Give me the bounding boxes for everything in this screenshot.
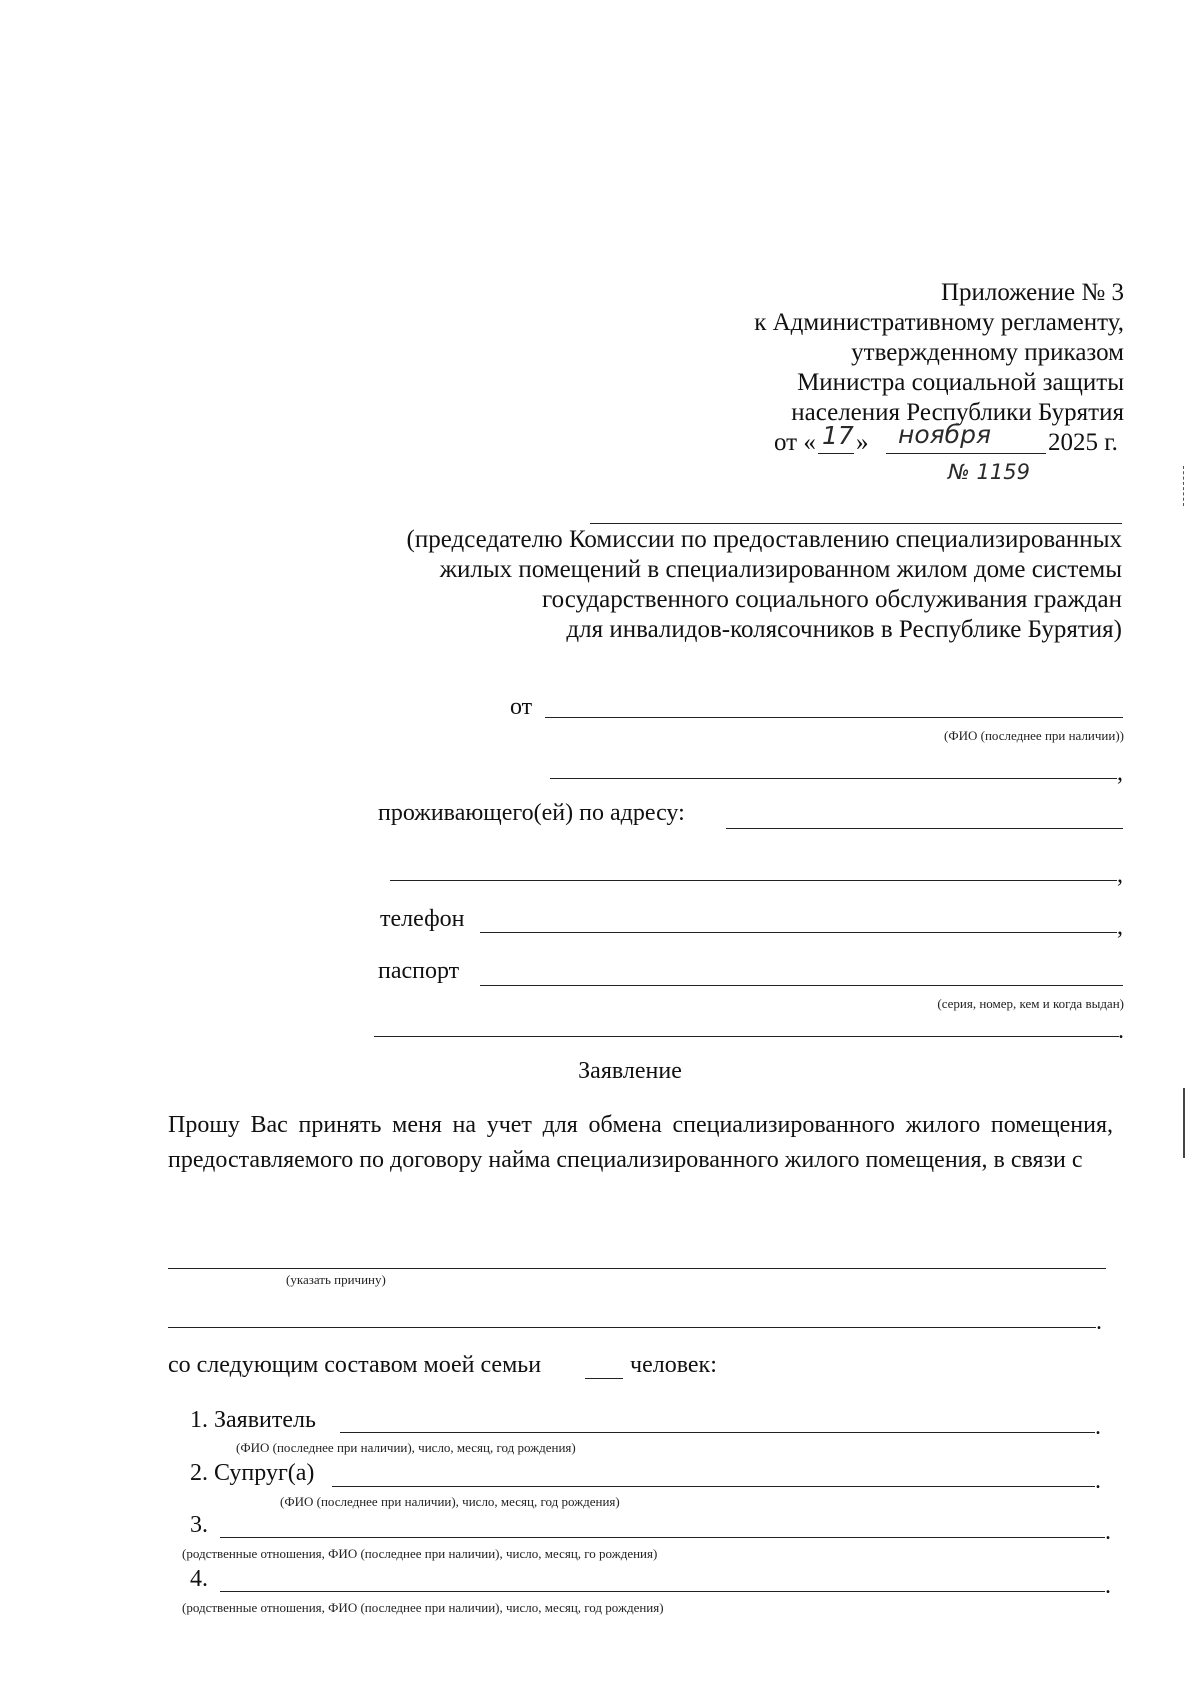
family-count-prefix: со следующим составом моей семьи — [168, 1352, 542, 1378]
passport-continuation-line[interactable] — [374, 1036, 1119, 1037]
family-member-3-label: 3. — [190, 1512, 208, 1538]
appendix-block — [564, 278, 1124, 428]
phone-comma: , — [1117, 914, 1123, 940]
fio-continuation-line[interactable] — [550, 778, 1117, 779]
date-year: 2025 г. — [1048, 429, 1118, 456]
passport-field-line[interactable] — [480, 985, 1123, 986]
reason-line-1[interactable] — [168, 1268, 1106, 1269]
family-member-2-label: 2. Супруг(а) — [190, 1460, 315, 1486]
reason-hint: (указать причину) — [286, 1272, 386, 1287]
date-day-line — [818, 453, 854, 454]
order-number-handwritten: № 1159 — [948, 460, 1030, 484]
reason-period: . — [1096, 1309, 1102, 1335]
family-count-field[interactable] — [585, 1378, 623, 1379]
addressee-line — [590, 523, 1122, 524]
appendix-title: Приложение № 3 — [940, 279, 1124, 306]
family-member-4-period: . — [1105, 1573, 1111, 1599]
family-member-3-hint: (родственные отношения, ФИО (последнее при наличии), число, месяц, го рождения) — [182, 1546, 658, 1561]
family-member-4-hint: (родственные отношения, ФИО (последнее при наличии), число, месяц, год рождения) — [182, 1600, 664, 1615]
reason-line-2[interactable] — [168, 1327, 1096, 1328]
fio-field-line[interactable] — [545, 717, 1123, 718]
from-label: от — [510, 694, 533, 720]
family-member-2-line[interactable] — [332, 1486, 1095, 1487]
fio-comma: , — [1117, 760, 1123, 786]
appendix-line-minister: Министра социальной защиты — [797, 369, 1124, 396]
family-member-2-period: . — [1095, 1468, 1101, 1494]
addressee-line-4: для инвалидов-колясочников в Республике Бурятия) — [566, 616, 1122, 643]
phone-label: телефон — [380, 906, 465, 932]
family-member-1-line[interactable] — [340, 1432, 1095, 1433]
date-month-handwritten: ноября — [898, 420, 992, 449]
address-comma: , — [1117, 862, 1123, 888]
phone-field-line[interactable] — [480, 932, 1117, 933]
date-mid: » — [856, 429, 869, 456]
address-field-line[interactable] — [726, 828, 1123, 829]
statement-title: Заявление — [578, 1058, 682, 1084]
family-member-3-line[interactable] — [220, 1537, 1105, 1538]
appendix-line-republic: населения Республики Бурятия — [791, 399, 1124, 426]
family-member-1-hint: (ФИО (последнее при наличии), число, месяц, год рождения) — [236, 1440, 576, 1455]
addressee-block — [302, 525, 1122, 645]
appendix-line-approved: утвержденному приказом — [851, 339, 1124, 366]
address-continuation-line[interactable] — [390, 880, 1117, 881]
family-member-3-period: . — [1105, 1519, 1111, 1545]
addressee-line-2: жилых помещений в специализированном жилом доме системы — [439, 556, 1122, 583]
family-member-2-hint: (ФИО (последнее при наличии), число, месяц, год рождения) — [280, 1494, 620, 1509]
passport-period: . — [1118, 1018, 1124, 1044]
addressee-line-3: государственного социального обслуживания граждан — [542, 586, 1122, 613]
scan-artifact-bottom — [1183, 1088, 1185, 1158]
family-member-4-label: 4. — [190, 1566, 208, 1592]
date-prefix: от « — [774, 429, 816, 456]
appendix-line-regulation: к Административному регламенту, — [754, 309, 1124, 336]
family-member-1-label: 1. Заявитель — [190, 1407, 316, 1433]
address-label: проживающего(ей) по адресу: — [378, 800, 685, 826]
fio-hint: (ФИО (последнее при наличии)) — [943, 728, 1124, 743]
date-month-line — [886, 453, 1046, 454]
passport-label: паспорт — [378, 958, 460, 984]
statement-body: Прошу Вас принять меня на учет для обмена специализированного жилого помещения, предоставляемого по договору найма специализированного жилого помещения, в связи с — [168, 1112, 1113, 1173]
family-member-1-period: . — [1095, 1414, 1101, 1440]
family-count-suffix: человек: — [630, 1352, 717, 1378]
date-day-handwritten: 17 — [822, 421, 854, 450]
addressee-line-1: (председателю Комиссии по предоставлению специализированных — [406, 526, 1122, 553]
family-member-4-line[interactable] — [220, 1591, 1105, 1592]
scan-artifact-top — [1183, 466, 1184, 506]
passport-hint: (серия, номер, кем и когда выдан) — [937, 996, 1124, 1011]
